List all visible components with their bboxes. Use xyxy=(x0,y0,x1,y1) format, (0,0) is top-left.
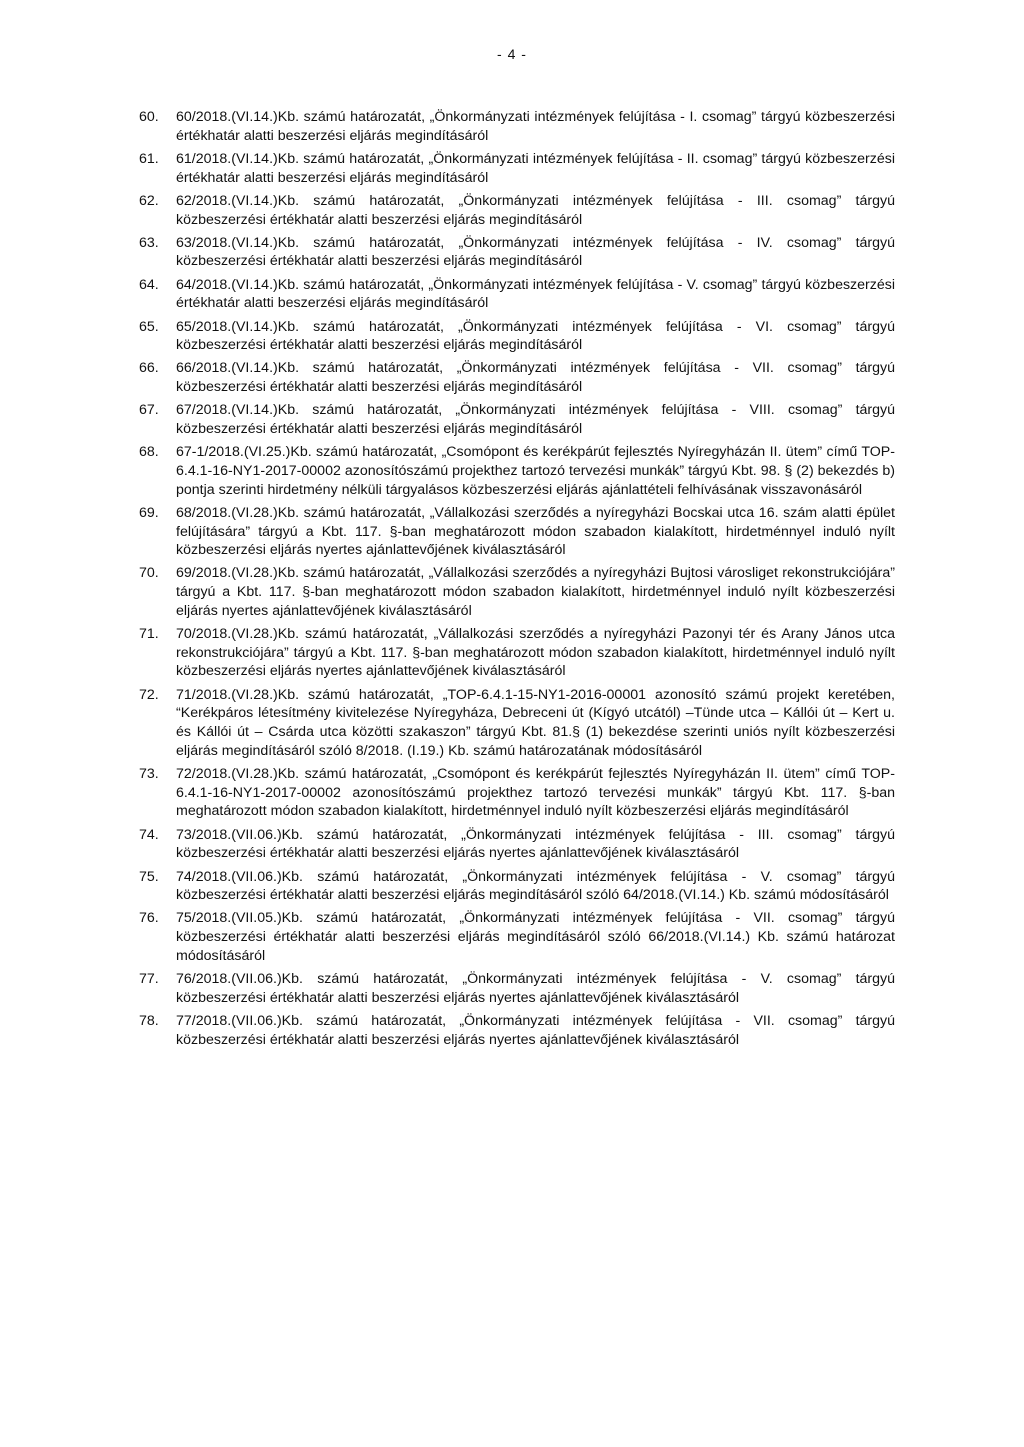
list-item xyxy=(139,909,895,965)
item-text: 74/2018.(VII.06.)Kb. számú határozatát, „Önkormányzati intézmények felújítása - V. csomag” tárgyú közbeszerzési értékhatár alatti beszerzési eljárás megindításáról szóló 64/2018.(VI.14.) Kb. számú módosításáról xyxy=(176,868,895,904)
item-text: 60/2018.(VI.14.)Kb. számú határozatát, „Önkormányzati intézmények felújítása - I. csomag” tárgyú közbeszerzési értékhatár alatti beszerzési eljárás megindításáról xyxy=(176,109,895,144)
item-number: 67. xyxy=(139,402,159,419)
item-text: 77/2018.(VII.06.)Kb. számú határozatát, „Önkormányzati intézmények felújítása - VII. csomag” tárgyú közbeszerzési értékhatár alatti beszerzési eljárás nyertes ajánlattevőjének kiválasztásáról xyxy=(176,1012,895,1048)
item-text: 73/2018.(VII.06.)Kb. számú határozatát, „Önkormányzati intézmények felújítása - III. csomag” tárgyú közbeszerzési értékhatár alatti beszerzési eljárás nyertes ajánlattevőjének kiválasztásáról xyxy=(176,826,895,862)
list-item xyxy=(139,318,895,355)
item-number: 60. xyxy=(139,109,159,125)
item-number: 74. xyxy=(139,826,159,843)
resolution-list xyxy=(139,108,895,1054)
list-item xyxy=(139,970,895,1007)
item-text: 76/2018.(VII.06.)Kb. számú határozatát, „Önkormányzati intézmények felújítása - V. csomag” tárgyú közbeszerzési értékhatár alatti beszerzési eljárás nyertes ajánlattevőjének kiválasztásáról xyxy=(176,971,895,1006)
item-number: 76. xyxy=(139,910,159,927)
item-number: 71. xyxy=(139,626,159,643)
list-item xyxy=(139,108,895,145)
item-number: 64. xyxy=(139,276,159,293)
item-number: 73. xyxy=(139,766,159,782)
item-number: 61. xyxy=(139,150,159,167)
list-item xyxy=(139,443,895,499)
list-item xyxy=(139,1012,895,1049)
list-item xyxy=(139,401,895,438)
item-text: 66/2018.(VI.14.)Kb. számú határozatát, „Önkormányzati intézmények felújítása - VII. csomag” tárgyú közbeszerzési értékhatár alatti beszerzési eljárás megindításáról xyxy=(176,360,895,396)
item-text: 67-1/2018.(VI.25.)Kb. számú határozatát, „Csomópont és kerékpárút fejlesztés Nyíregyházán II. ütem” című TOP-6.4.1-16-NY1-2017-00002 azonosítószámú projekthez tartozó tervezési munkák” tárgyú Kbt. 98. § (2) bekezdés b) pontja szerinti hirdetmény nélküli tárgyalásos közbeszerzési eljárás ajánlattételi felhívásának visszavonásáról xyxy=(176,444,895,498)
item-text: 67/2018.(VI.14.)Kb. számú határozatát, „Önkormányzati intézmények felújítása - VIII. csomag” tárgyú közbeszerzési értékhatár alatti beszerzési eljárás megindításáról xyxy=(176,402,895,438)
item-number: 66. xyxy=(139,360,159,377)
list-item xyxy=(139,276,895,313)
list-item xyxy=(139,868,895,905)
list-item xyxy=(139,765,895,821)
item-number: 72. xyxy=(139,686,159,703)
item-text: 69/2018.(VI.28.)Kb. számú határozatát, „Vállalkozási szerződés a nyíregyházi Bujtosi városliget rekonstrukciójára” tárgyú a Kbt. 117. §-ban meghatározott módon szabadon kialakított, hirdetménnyel induló nyílt közbeszerzési eljárás nyertes ajánlattevőjének kiválasztásáról xyxy=(176,565,895,619)
item-text: 65/2018.(VI.14.)Kb. számú határozatát, „Önkormányzati intézmények felújítása - VI. csomag” tárgyú közbeszerzési értékhatár alatti beszerzési eljárás megindításáról xyxy=(176,318,895,354)
list-item xyxy=(139,359,895,396)
item-number: 75. xyxy=(139,868,159,885)
item-text: 72/2018.(VI.28.)Kb. számú határozatát, „Csomópont és kerékpárút fejlesztés Nyíregyházán II. ütem” című TOP-6.4.1-16-NY1-2017-00002 azonosítószámú projekthez tartozó tervezési munkák” tárgyú Kbt. 117. §-ban meghatározott módon szabadon kialakított, hirdetménnyel induló nyílt közbeszerzési eljárás megindításáról xyxy=(176,766,895,820)
list-item xyxy=(139,625,895,681)
item-text: 71/2018.(VI.28.)Kb. számú határozatát, „TOP-6.4.1-15-NY1-2016-00001 azonosító számú projekt keretében, “Kerékpáros létesítmény kivitelezése Nyíregyháza, Debreceni út (Kígyó utcától) –Tünde utca – Kállói út – Kert u. és Kállói út – Csárda utca közötti szakaszon” tárgyú Kbt. 81.§ (1) bekezdése szerinti uniós nyílt közbeszerzési eljárás megindításáról szóló 8/2018. (I.19.) Kb. számú határozatának módosításáról xyxy=(176,686,895,759)
item-text: 70/2018.(VI.28.)Kb. számú határozatát, „Vállalkozási szerződés a nyíregyházi Pazonyi tér és Arany János utca rekonstrukciójára” tárgyú a Kbt. 117. §-ban meghatározott módon szabadon kialakított, hirdetménnyel induló nyílt közbeszerzési eljárás nyertes ajánlattevőjének kiválasztásáról xyxy=(176,626,895,680)
item-text: 68/2018.(VI.28.)Kb. számú határozatát, „Vállalkozási szerződés a nyíregyházi Bocskai utca 16. szám alatti épület felújítására” tárgyú a Kbt. 117. §-ban meghatározott módon szabadon kialakított, hirdetménnyel induló nyílt közbeszerzési eljárás nyertes ajánlattevőjének kiválasztásáról xyxy=(176,504,895,559)
item-text: 62/2018.(VI.14.)Kb. számú határozatát, „Önkormányzati intézmények felújítása - III. csomag” tárgyú közbeszerzési értékhatár alatti beszerzési eljárás megindításáról xyxy=(176,192,895,228)
list-item xyxy=(139,826,895,863)
item-number: 63. xyxy=(139,234,159,251)
list-item xyxy=(139,504,895,560)
list-item xyxy=(139,564,895,620)
item-text: 63/2018.(VI.14.)Kb. számú határozatát, „Önkormányzati intézmények felújítása - IV. csomag” tárgyú közbeszerzési értékhatár alatti beszerzési eljárás megindításáról xyxy=(176,234,895,270)
item-number: 78. xyxy=(139,1012,159,1029)
item-text: 64/2018.(VI.14.)Kb. számú határozatát, „Önkormányzati intézmények felújítása - V. csomag” tárgyú közbeszerzési értékhatár alatti beszerzési eljárás megindításáról xyxy=(176,276,895,312)
item-number: 68. xyxy=(139,444,159,461)
item-number: 69. xyxy=(139,504,159,521)
page-number: - 4 - xyxy=(497,46,527,62)
item-text: 75/2018.(VII.05.)Kb. számú határozatát, „Önkormányzati intézmények felújítása - VII. csomag” tárgyú közbeszerzési értékhatár alatti beszerzési eljárás megindításáról szóló 66/2018.(VI.14.) Kb. számú határozat módosításáról xyxy=(176,910,895,964)
item-number: 65. xyxy=(139,318,159,335)
list-item xyxy=(139,150,895,187)
list-item xyxy=(139,234,895,271)
list-item xyxy=(139,192,895,229)
item-number: 77. xyxy=(139,971,159,988)
item-number: 70. xyxy=(139,565,159,582)
list-item xyxy=(139,686,895,761)
item-number: 62. xyxy=(139,192,159,209)
item-text: 61/2018.(VI.14.)Kb. számú határozatát, „Önkormányzati intézmények felújítása - II. csomag” tárgyú közbeszerzési értékhatár alatti beszerzési eljárás megindításáról xyxy=(176,150,895,186)
